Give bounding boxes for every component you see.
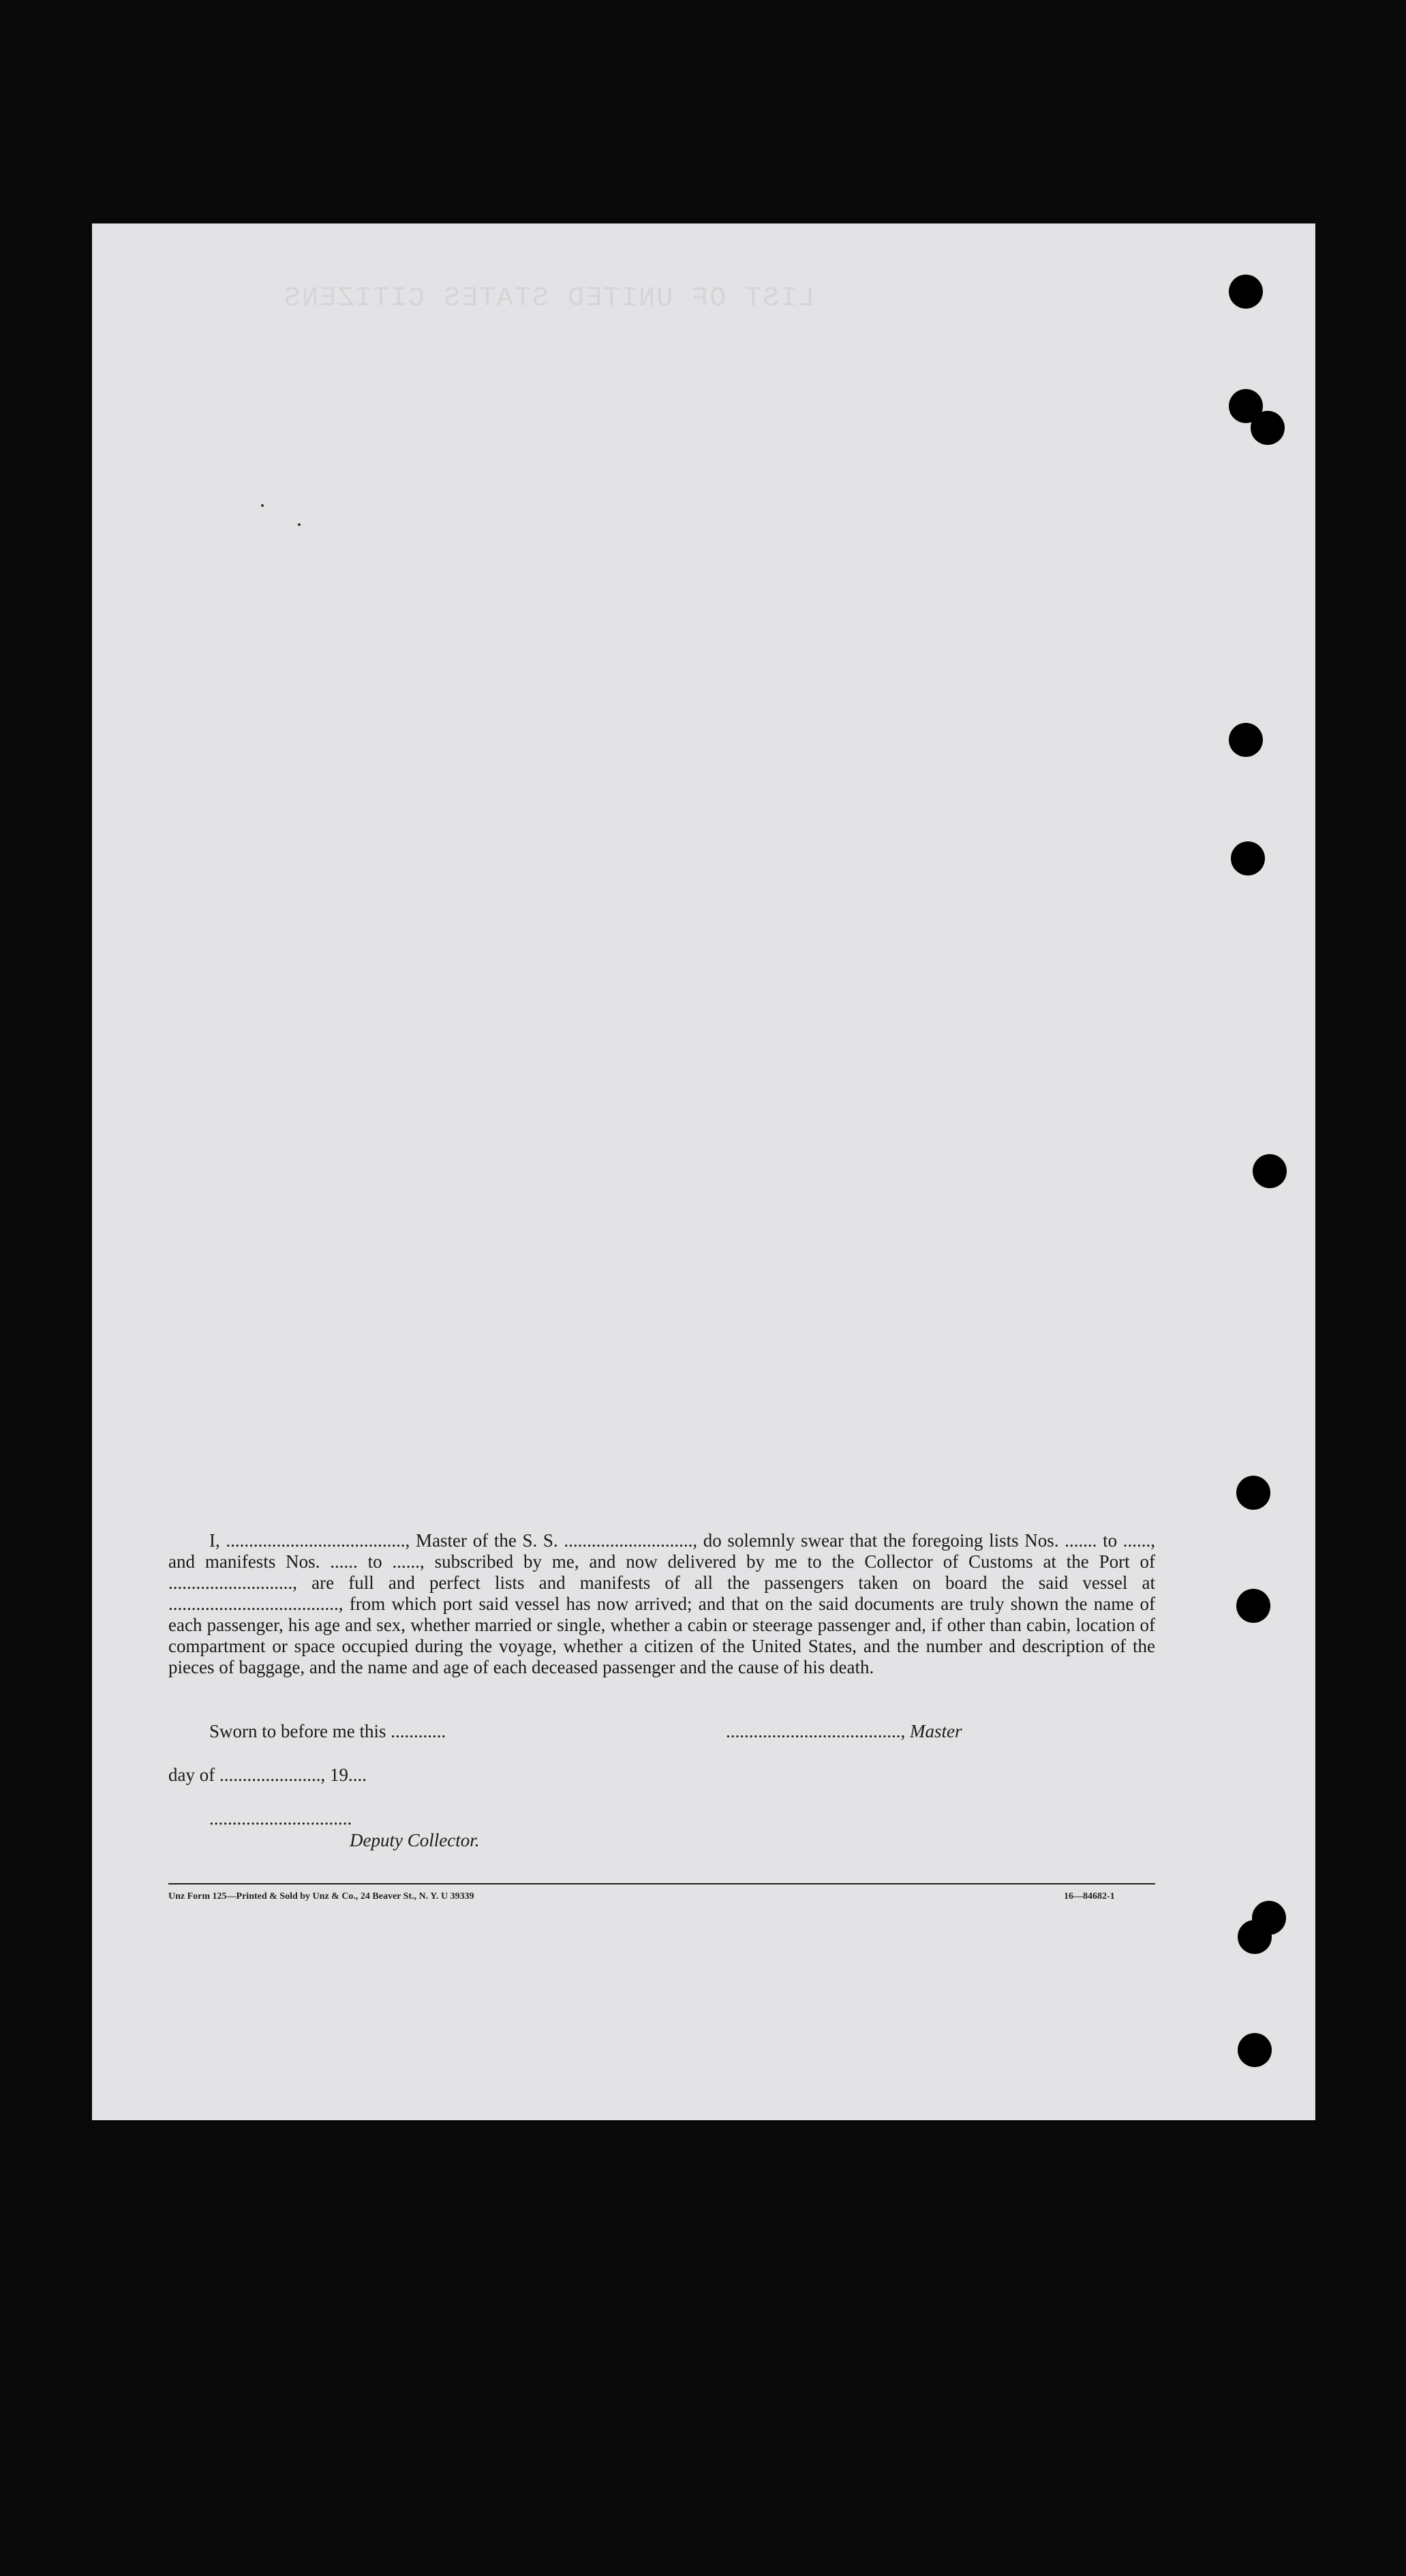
paper-speck [298, 523, 301, 526]
oath-paragraph [168, 1530, 1155, 1678]
bleed-through-header: LIST OF UNITED STATES CITIZENS [283, 283, 815, 314]
footer-rule [168, 1883, 1155, 1884]
collector-label-line [350, 1830, 479, 1851]
document-page [92, 223, 1315, 2120]
day-of-line [168, 1765, 367, 1786]
oath-text: I, ......................................., Master of the S. S. ............................, do solemnly swear that the foregoing lists Nos. ....... to ......, and manifests Nos. ...... to ......, subscribed by me, and now delivered by me to the Collector of Customs at the Port of ..........................., are full and perfect lists and manifests of all the passengers taken on board the said vessel at ....................................., from which port said vessel has now arrived; and that on the said documents are truly shown the name of each passenger, his age and sex, whether married or single, whether a cabin or steerage passenger and, if other than cabin, location of compartment or space occupied during the voyage, whether a citizen of the United States, and the number and description of the pieces of baggage, and the name and age of each deceased passenger and the cause of his death. [168, 1530, 1155, 1677]
punch-hole [1231, 841, 1265, 875]
punch-hole [1238, 1920, 1272, 1954]
footer-printer-imprint: Unz Form 125—Printed & Sold by Unz & Co., 24 Beaver St., N. Y. U 39339 [168, 1891, 474, 1902]
master-signature-line [726, 1721, 962, 1742]
sworn-label: Sworn to before me this ............ [209, 1721, 446, 1741]
punch-hole [1236, 1589, 1270, 1623]
master-label: Master [910, 1721, 962, 1741]
punch-hole [1238, 2033, 1272, 2067]
punch-hole [1236, 1476, 1270, 1510]
deputy-collector-label: Deputy Collector. [350, 1830, 480, 1850]
sworn-line [209, 1721, 446, 1742]
punch-hole [1253, 1154, 1287, 1188]
punch-hole [1251, 411, 1285, 445]
day-of-label: day of ......................, 19.... [168, 1765, 367, 1785]
punch-hole [1229, 723, 1263, 757]
master-dots: ......................................, [726, 1721, 910, 1741]
collector-dots: ............................... [209, 1808, 352, 1829]
punch-hole [1229, 275, 1263, 309]
footer-form-number: 16—84682-1 [1064, 1891, 1115, 1902]
paper-speck [261, 504, 264, 507]
collector-dots-line [209, 1808, 352, 1829]
